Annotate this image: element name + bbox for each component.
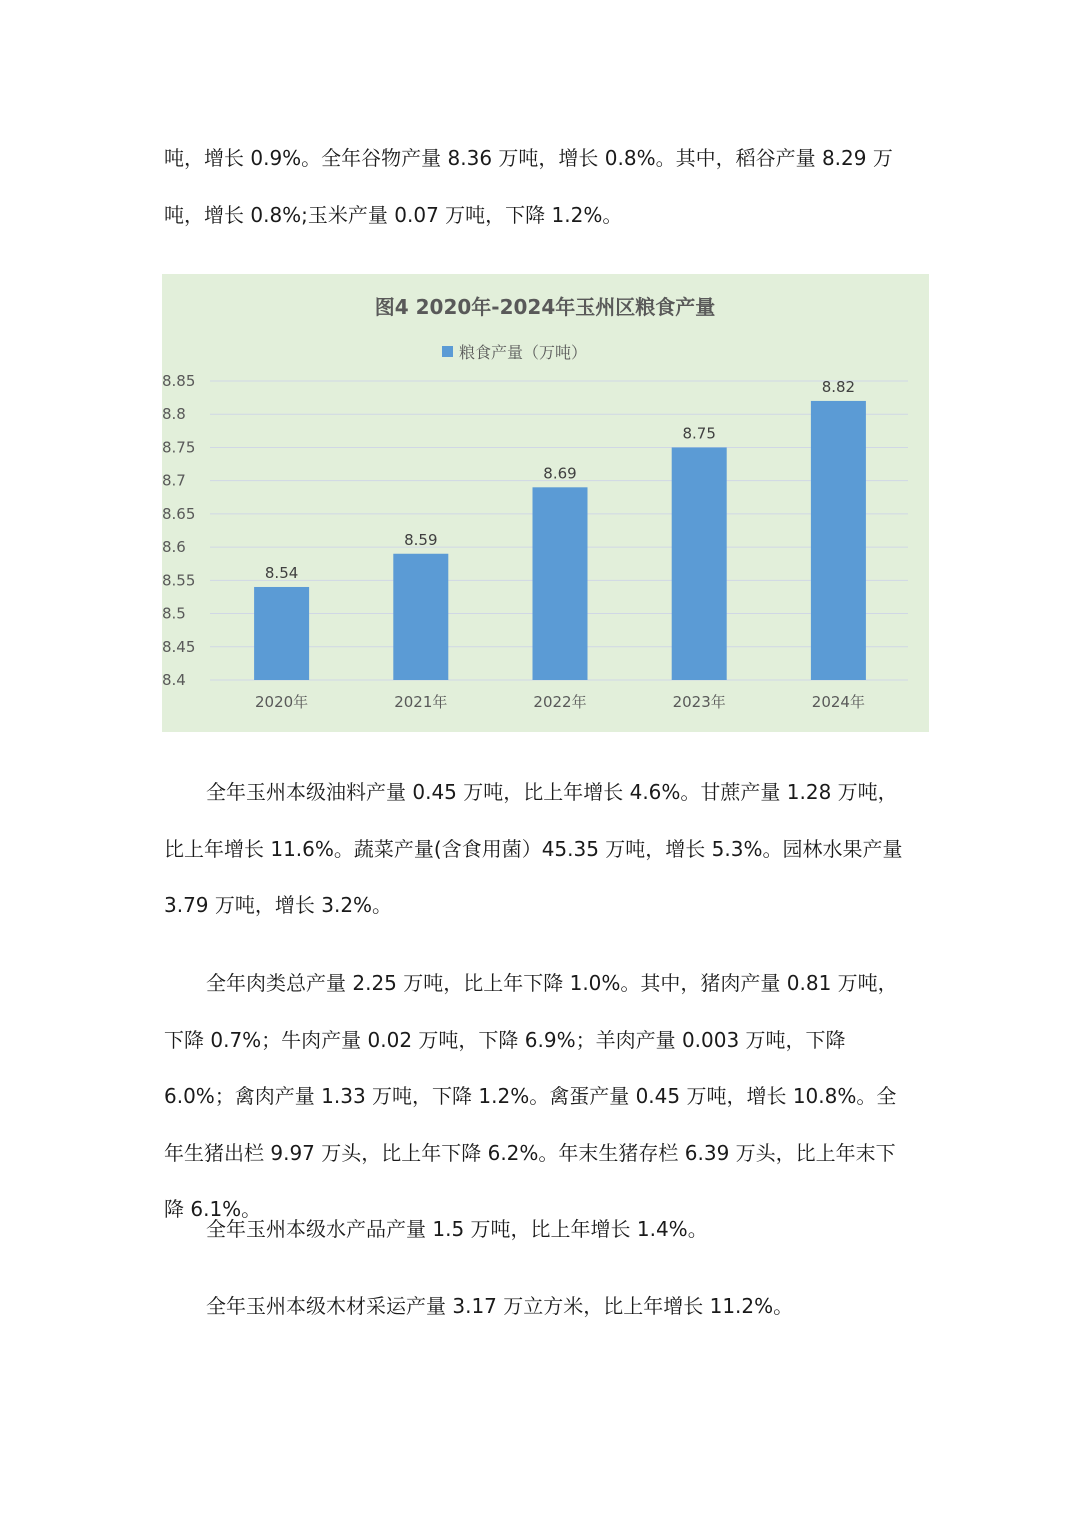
data-label: 8.59 xyxy=(404,530,438,549)
data-label: 8.75 xyxy=(682,424,716,443)
grain-output-chart xyxy=(162,274,929,732)
paragraph-crops-output: 全年玉州本级油料产量 0.45 万吨，比上年增长 4.6%。甘蔗产量 1.28 万吨，比上年增长 11.6%。蔬菜产量(含食用菌）45.35 万吨，增长 5.3%。园林水果产量 3.79 万吨，增长 3.2%。 xyxy=(164,780,903,917)
chart-svg xyxy=(162,274,929,732)
x-tick-label: 2024年 xyxy=(811,693,865,711)
y-tick-label: 8.6 xyxy=(162,538,186,557)
y-tick-label: 8.55 xyxy=(162,571,196,590)
x-tick-label: 2023年 xyxy=(672,693,726,711)
data-label: 8.82 xyxy=(821,377,856,396)
data-label: 8.69 xyxy=(543,464,577,483)
paragraph-timber-output: 全年玉州本级木材采运产量 3.17 万立方米，比上年增长 11.2%。 xyxy=(206,1294,794,1318)
x-tick-label: 2020年 xyxy=(255,693,309,711)
bar xyxy=(393,554,448,680)
legend-swatch xyxy=(442,346,453,357)
y-tick-label: 8.5 xyxy=(162,604,186,623)
legend-label: 粮食产量（万吨） xyxy=(459,343,588,362)
paragraph-aquatic-output: 全年玉州本级水产品产量 1.5 万吨，比上年增长 1.4%。 xyxy=(206,1217,708,1241)
chart-title: 图4 2020年-2024年玉州区粮食产量 xyxy=(374,295,716,319)
bar xyxy=(811,401,866,680)
paragraph-meat-output: 全年肉类总产量 2.25 万吨，比上年下降 1.0%。其中，猪肉产量 0.81 万吨，下降 0.7%；牛肉产量 0.02 万吨，下降 6.9%；羊肉产量 0.003 万吨，下降 6.0%；禽肉产量 1.33 万吨，下降 1.2%。禽蛋产量 0.45 万吨，增长 10.8%。全年生猪出栏 9.97 万头，比上年下降 6.2%。年末生猪存栏 6.39 万头，比上年末下降 6.1%。 xyxy=(164,971,898,1221)
x-tick-label: 2021年 xyxy=(394,693,448,711)
y-tick-label: 8.4 xyxy=(162,671,186,689)
bar xyxy=(533,487,588,680)
chart-y-axis-ticks xyxy=(162,372,195,689)
chart-legend xyxy=(442,343,587,362)
chart-x-axis-ticks xyxy=(255,693,865,711)
y-tick-label: 8.85 xyxy=(162,372,196,390)
y-tick-label: 8.7 xyxy=(162,471,186,490)
y-tick-label: 8.8 xyxy=(162,405,186,424)
y-tick-label: 8.45 xyxy=(162,637,196,656)
y-tick-label: 8.75 xyxy=(162,438,196,457)
bar xyxy=(672,447,727,680)
data-label: 8.54 xyxy=(264,563,299,582)
chart-bars xyxy=(254,401,866,680)
paragraph-grain-output: 吨，增长 0.9%。全年谷物产量 8.36 万吨，增长 0.8%。其中，稻谷产量 8.29 万吨，增长 0.8%;玉米产量 0.07 万吨，下降 1.2%。 xyxy=(164,146,893,227)
y-tick-label: 8.65 xyxy=(162,504,196,523)
bar xyxy=(254,587,309,680)
x-tick-label: 2022年 xyxy=(533,693,587,711)
